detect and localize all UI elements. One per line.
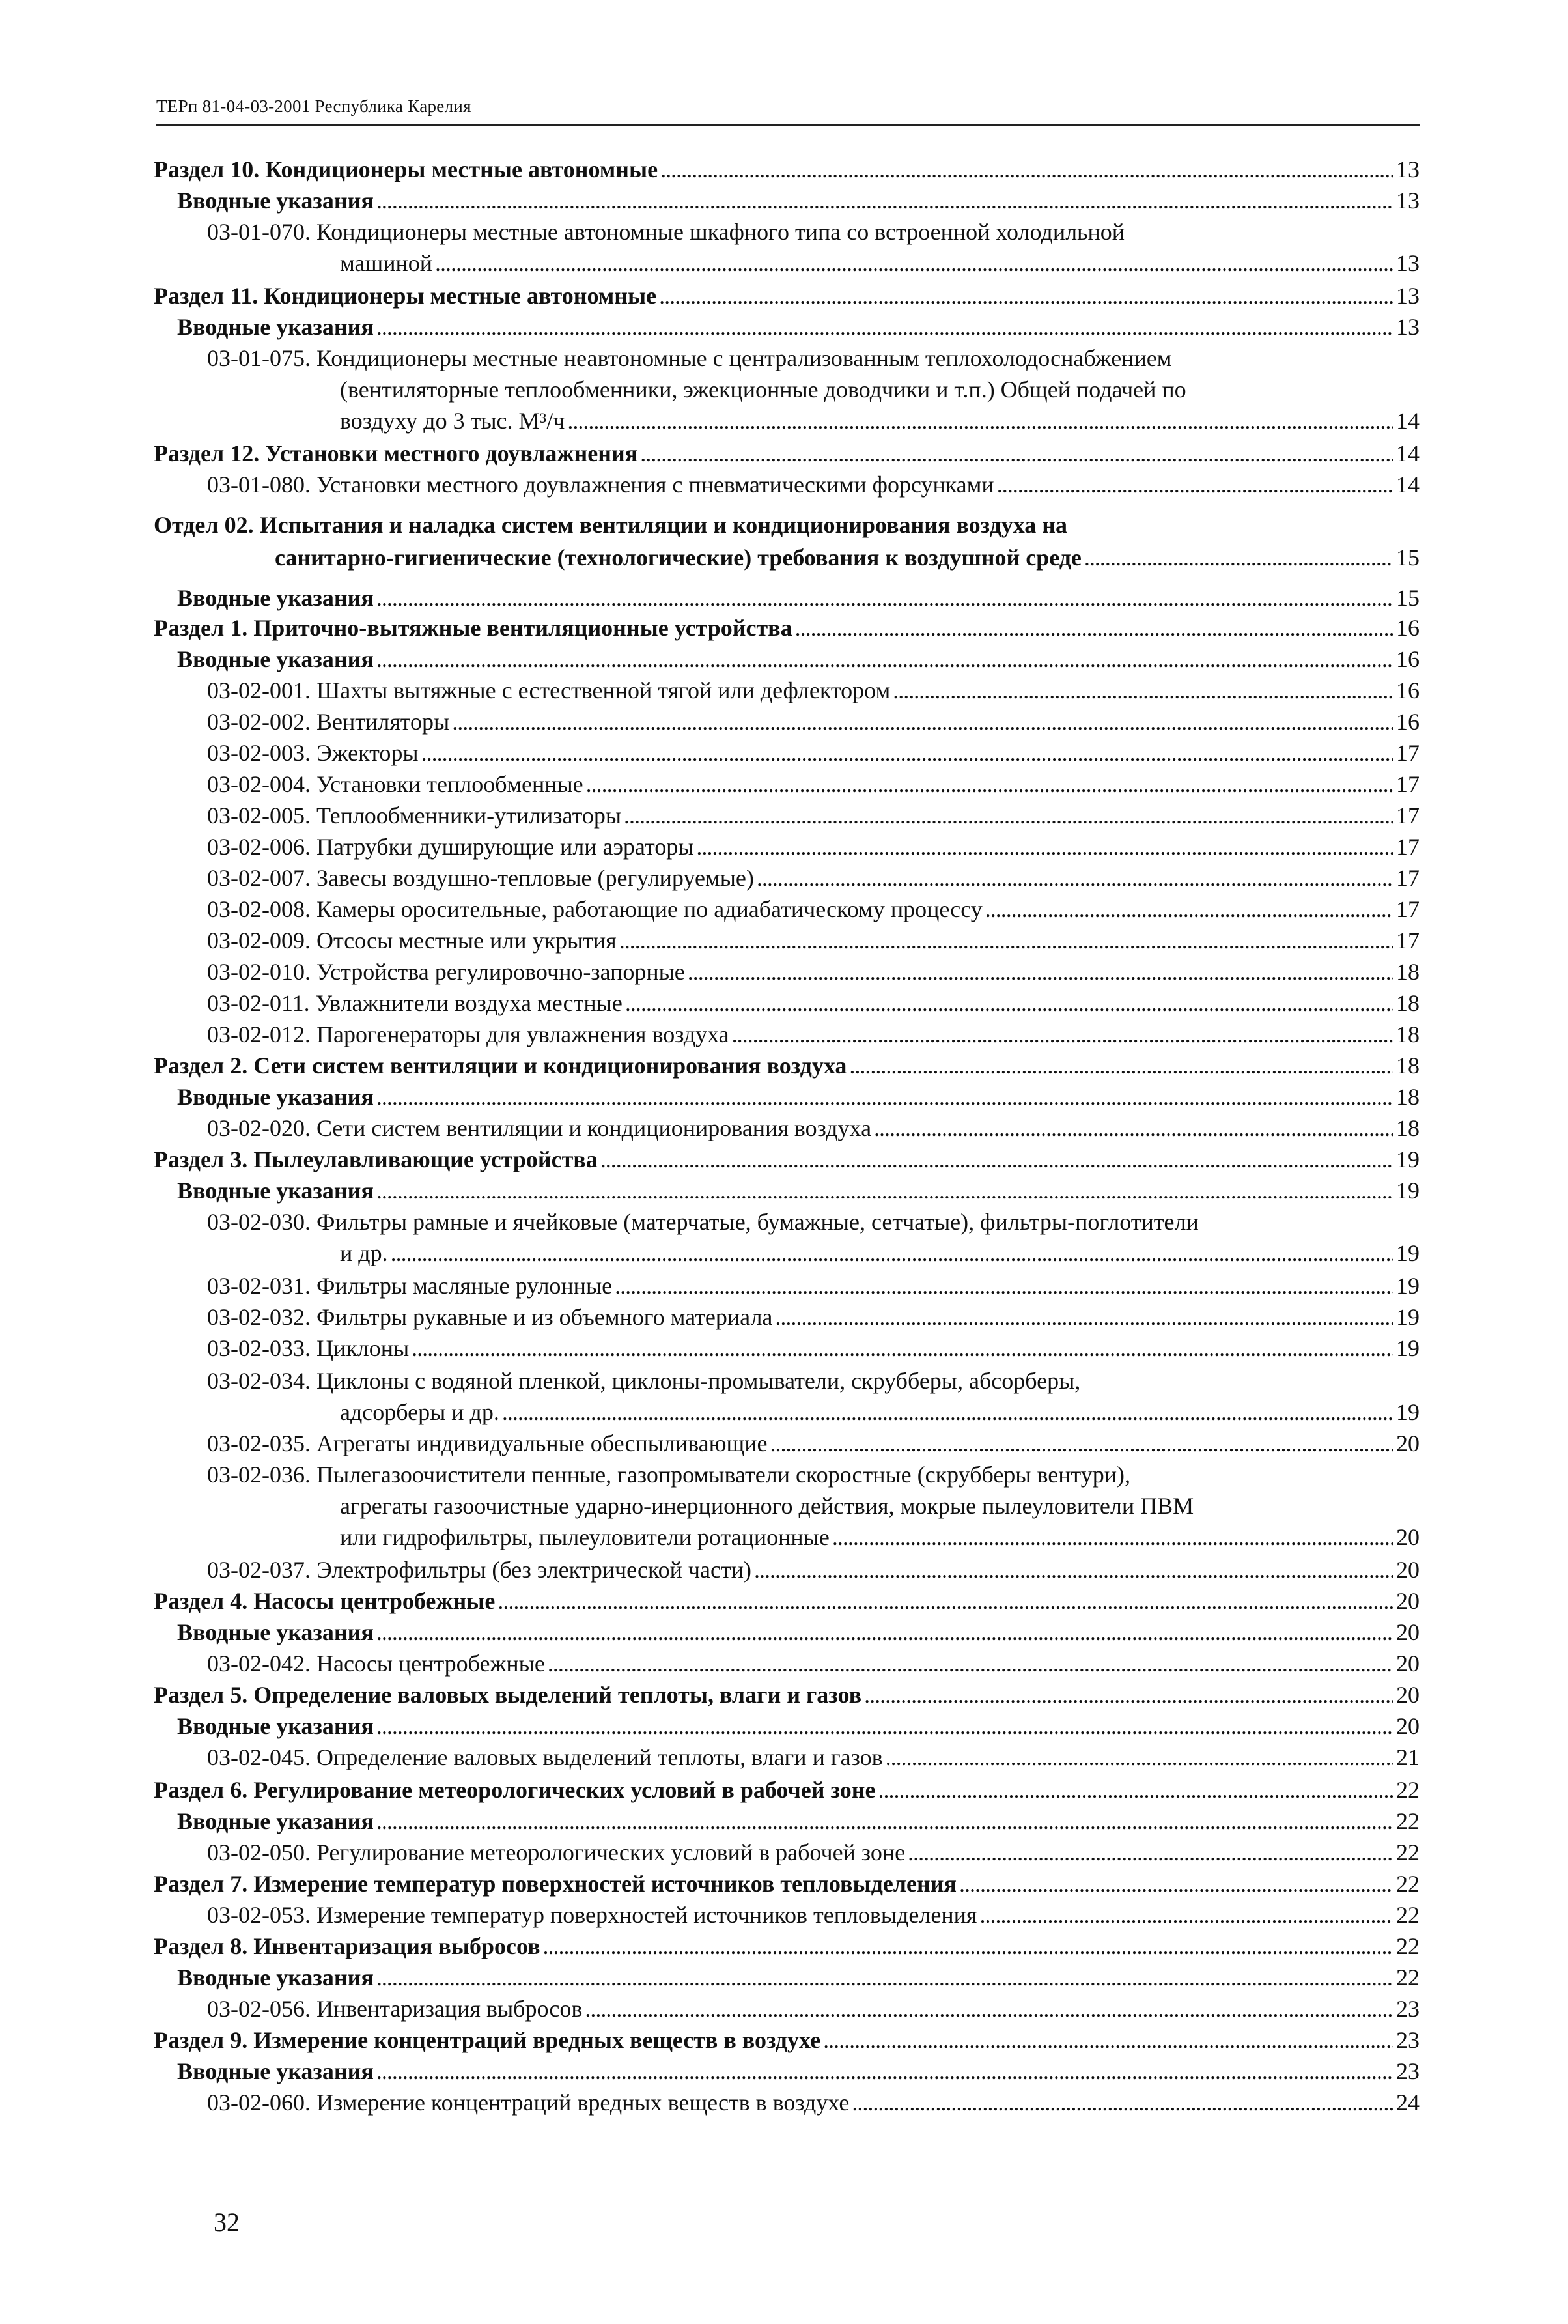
toc-entry [207, 343, 1420, 374]
toc-entry [154, 280, 1420, 311]
toc-entry-page: 13 [1396, 283, 1420, 309]
toc-entry-page: 18 [1396, 990, 1420, 1016]
toc-entry-title: 03-01-070. Кондиционеры местные автономные шкафного типа со встроенной холодильной [207, 219, 1125, 245]
dot-leader [376, 185, 1393, 216]
toc-entry-title: 03-02-034. Циклоны с водяной пленкой, циклоны-промыватели, скрубберы, абсорберы, [207, 1368, 1081, 1394]
toc-entry-page: 16 [1396, 646, 1420, 672]
toc-entry [154, 1679, 1420, 1710]
toc-entry-title: Вводные указания [177, 585, 374, 611]
toc-entry-page: 17 [1396, 928, 1420, 954]
toc-entry [207, 1112, 1420, 1144]
toc-entry-page: 20 [1396, 1588, 1420, 1614]
toc-entry-title: 03-02-012. Парогенераторы для увлажнения воздуха [207, 1021, 729, 1047]
toc-entry [207, 1270, 1420, 1301]
toc-entry [154, 1868, 1420, 1899]
toc-entry [207, 706, 1420, 737]
toc-entry [207, 769, 1420, 800]
toc-entry-title: 03-01-075. Кондиционеры местные неавтономные с централизованным теплохолодоснабжением [207, 345, 1172, 371]
toc-entry-title: Раздел 4. Насосы центробежные [154, 1588, 496, 1614]
dot-leader [688, 956, 1393, 987]
dot-leader [852, 2087, 1393, 2118]
toc-entry-page: 23 [1396, 1996, 1420, 2022]
toc-entry-page: 20 [1396, 1713, 1420, 1739]
dot-leader [600, 1144, 1393, 1175]
toc-entry [154, 1144, 1420, 1175]
toc-entry-title: 03-02-030. Фильтры рамные и ячейковые (матерчатые, бумажные, сетчатые), фильтры-поглотители [207, 1209, 1199, 1235]
toc-entry-title: (вентиляторные теплообменники, эжекционные доводчики и т.п.) Общей подачей по [340, 376, 1186, 403]
dot-leader [502, 1396, 1393, 1428]
toc-entry-title: 03-02-053. Измерение температур поверхностей источников тепловыделения [207, 1902, 977, 1928]
toc-entry [207, 1301, 1420, 1333]
toc-entry [340, 1396, 1420, 1428]
toc-entry-page: 22 [1396, 1808, 1420, 1834]
toc-entry-title: Вводные указания [177, 2058, 374, 2084]
toc-entry-title: адсорберы и др. [340, 1399, 499, 1425]
toc-entry [207, 894, 1420, 925]
toc-entry-page: 19 [1396, 1304, 1420, 1330]
toc-entry [154, 509, 1420, 541]
toc-entry-title: 03-02-020. Сети систем вентиляции и кондиционирования воздуха [207, 1115, 872, 1141]
toc-entry [154, 1774, 1420, 1806]
toc-entry-title: 03-02-050. Регулирование метеорологических условий в рабочей зоне [207, 1839, 906, 1865]
toc-entry-title: Раздел 6. Регулирование метеорологических условий в рабочей зоне [154, 1777, 876, 1803]
toc-entry-page: 20 [1396, 1619, 1420, 1645]
dot-leader [585, 1993, 1393, 2024]
dot-leader [770, 1428, 1393, 1459]
toc-entry-title: 03-02-056. Инвентаризация выбросов [207, 1996, 583, 2022]
toc-entry-page: 20 [1396, 1682, 1420, 1708]
toc-entry [207, 216, 1420, 248]
toc-entry [207, 831, 1420, 862]
toc-entry-page: 17 [1396, 834, 1420, 860]
dot-leader [624, 800, 1393, 831]
toc-entry-title: 03-02-036. Пылегазоочистители пенные, газопромыватели скоростные (скрубберы вентури), [207, 1462, 1131, 1488]
toc-entry [207, 1365, 1420, 1396]
toc-entry [207, 1837, 1420, 1868]
toc-entry-page: 17 [1396, 740, 1420, 766]
toc-entry-title: агрегаты газоочистные ударно-инерционного действия, мокрые пылеуловители ПВМ [340, 1493, 1194, 1519]
toc-entry [177, 1081, 1420, 1112]
toc-entry-page: 16 [1396, 615, 1420, 641]
dot-leader [754, 1554, 1393, 1585]
dot-leader [376, 644, 1393, 675]
toc-entry-title: Вводные указания [177, 1713, 374, 1739]
toc-entry-title: воздуху до 3 тыс. М³/ч [340, 408, 565, 434]
dot-leader [985, 894, 1393, 925]
toc-entry [340, 1238, 1420, 1269]
toc-entry [207, 1899, 1420, 1931]
toc-entry-page: 19 [1396, 1146, 1420, 1172]
toc-entry-title: 03-02-035. Агрегаты индивидуальные обеспыливающие [207, 1430, 768, 1456]
toc-entry-page: 18 [1396, 1021, 1420, 1047]
dot-leader [640, 438, 1393, 469]
dot-leader [548, 1648, 1393, 1679]
toc-entry-title: 03-02-011. Увлажнители воздуха местные [207, 990, 623, 1016]
toc-entry-title: 03-02-031. Фильтры масляные рулонные [207, 1273, 613, 1299]
toc-entry-title: Отдел 02. Испытания и наладка систем вентиляции и кондиционирования воздуха на [154, 512, 1067, 538]
toc-entry [340, 405, 1420, 436]
toc-entry-title: 03-02-006. Патрубки душирующие или аэраторы [207, 834, 694, 860]
dot-leader [832, 1522, 1393, 1553]
toc-entry-title: 03-02-004. Установки теплообменные [207, 771, 583, 797]
toc-entry-title: Раздел 11. Кондиционеры местные автономные [154, 283, 657, 309]
toc-entry [275, 542, 1420, 573]
toc-entry-page: 19 [1396, 1240, 1420, 1266]
dot-leader [979, 1899, 1393, 1931]
dot-leader [376, 1806, 1393, 1837]
toc-entry-page: 16 [1396, 709, 1420, 735]
dot-leader [376, 582, 1393, 614]
dot-leader [1084, 542, 1393, 573]
toc-entry-title: Раздел 1. Приточно-вытяжные вентиляционные устройства [154, 615, 792, 641]
toc-entry-title: Раздел 8. Инвентаризация выбросов [154, 1933, 540, 1959]
toc-entry-page: 13 [1396, 314, 1420, 340]
dot-leader [696, 831, 1393, 862]
toc-entry-page: 17 [1396, 802, 1420, 829]
toc-entry [340, 374, 1420, 405]
dot-leader [619, 925, 1393, 956]
toc-entry-title: 03-02-032. Фильтры рукавные и из объемного материала [207, 1304, 773, 1330]
toc-entry-title: Вводные указания [177, 1084, 374, 1110]
dot-leader [659, 280, 1393, 311]
toc-entry-page: 19 [1396, 1399, 1420, 1425]
toc-entry-page: 13 [1396, 188, 1420, 214]
dot-leader [376, 2056, 1393, 2087]
toc-entry [177, 1962, 1420, 1993]
toc-entry-page: 17 [1396, 771, 1420, 797]
toc-entry [340, 1522, 1420, 1553]
dot-leader [864, 1679, 1393, 1710]
toc-entry-page: 13 [1396, 156, 1420, 182]
toc-entry-page: 22 [1396, 1839, 1420, 1865]
toc-entry-title: 03-02-001. Шахты вытяжные с естественной тягой или дефлектором [207, 677, 891, 703]
toc-entry-page: 22 [1396, 1964, 1420, 1991]
dot-leader [625, 987, 1393, 1019]
toc-entry-page: 19 [1396, 1335, 1420, 1361]
toc-entry [177, 185, 1420, 216]
toc-entry-title: 03-02-009. Отсосы местные или укрытия [207, 928, 617, 954]
toc-entry-title: 03-02-037. Электрофильтры (без электрической части) [207, 1557, 751, 1583]
dot-leader [660, 154, 1393, 185]
toc-entry [207, 1554, 1420, 1585]
toc-entry-page: 18 [1396, 1084, 1420, 1110]
toc-entry-title: или гидрофильтры, пылеуловители ротационные [340, 1524, 830, 1550]
toc-entry-title: 03-02-042. Насосы центробежные [207, 1651, 545, 1677]
header-divider [156, 124, 1420, 126]
toc-entry-title: и др. [340, 1240, 388, 1266]
toc-entry-title: Раздел 7. Измерение температур поверхностей источников тепловыделения [154, 1871, 957, 1897]
toc-entry-page: 23 [1396, 2058, 1420, 2084]
toc-entry [207, 1206, 1420, 1238]
running-header: ТЕРп 81-04-03-2001 Республика Карелия [156, 96, 471, 116]
toc-entry-page: 17 [1396, 865, 1420, 891]
toc-entry-title: Раздел 12. Установки местного доувлажнения [154, 440, 638, 466]
toc-entry-title: 03-02-060. Измерение концентраций вредных веществ в воздухе [207, 2090, 850, 2116]
toc-entry [154, 1585, 1420, 1617]
toc-entry-page: 22 [1396, 1777, 1420, 1803]
toc-entry [207, 469, 1420, 500]
toc-entry-title: машиной [340, 250, 433, 276]
toc-entry [177, 1175, 1420, 1206]
toc-entry-page: 20 [1396, 1524, 1420, 1550]
dot-leader [376, 1175, 1393, 1206]
toc-entry-title: санитарно-гигиенические (технологические) требования к воздушной среде [275, 545, 1082, 571]
toc-entry-page: 14 [1396, 472, 1420, 498]
toc-entry [177, 2056, 1420, 2087]
toc-entry [207, 1648, 1420, 1679]
toc-entry [207, 1428, 1420, 1459]
dot-leader [543, 1931, 1393, 1962]
dot-leader [893, 675, 1393, 706]
dot-leader [908, 1837, 1393, 1868]
toc-entry [207, 737, 1420, 769]
toc-entry-page: 18 [1396, 959, 1420, 985]
toc-entry [207, 1993, 1420, 2024]
dot-leader [376, 311, 1393, 343]
dot-leader [391, 1238, 1393, 1269]
toc-entry-page: 22 [1396, 1871, 1420, 1897]
toc-entry [177, 644, 1420, 675]
toc-entry-page: 20 [1396, 1430, 1420, 1456]
toc-entry-page: 14 [1396, 408, 1420, 434]
toc-entry-title: Вводные указания [177, 314, 374, 340]
toc-entry-title: Вводные указания [177, 646, 374, 672]
toc-entry-page: 15 [1396, 585, 1420, 611]
dot-leader [586, 769, 1393, 800]
toc-entry [207, 862, 1420, 894]
toc-entry-title: Вводные указания [177, 188, 374, 214]
dot-leader [497, 1585, 1393, 1617]
toc-entry [154, 1931, 1420, 1962]
toc-entry-page: 22 [1396, 1902, 1420, 1928]
toc-entry-title: 03-02-003. Эжекторы [207, 740, 419, 766]
toc-entry [207, 925, 1420, 956]
dot-leader [376, 1081, 1393, 1112]
toc-entry [177, 582, 1420, 614]
toc-entry [207, 1459, 1420, 1490]
toc-entry [207, 987, 1420, 1019]
toc-entry-title: Раздел 5. Определение валовых выделений теплоты, влаги и газов [154, 1682, 862, 1708]
toc-entry [340, 248, 1420, 279]
toc-entry-title: 03-02-005. Теплообменники-утилизаторы [207, 802, 622, 829]
toc-entry-title: 03-02-045. Определение валовых выделений теплоты, влаги и газов [207, 1744, 883, 1770]
toc-entry-title: Раздел 3. Пылеулавливающие устройства [154, 1146, 598, 1172]
dot-leader [849, 1050, 1393, 1081]
dot-leader [615, 1270, 1393, 1301]
toc-entry [154, 154, 1420, 185]
toc-entry [207, 1333, 1420, 1364]
toc-entry [207, 956, 1420, 987]
toc-entry [207, 675, 1420, 706]
page-number: 32 [214, 2207, 240, 2237]
dot-leader [732, 1019, 1393, 1050]
dot-leader [452, 706, 1393, 737]
toc-entry-title: Раздел 10. Кондиционеры местные автономные [154, 156, 658, 182]
toc-entry-page: 16 [1396, 677, 1420, 703]
toc-entry-page: 18 [1396, 1053, 1420, 1079]
toc-entry [207, 1742, 1420, 1773]
dot-leader [412, 1333, 1393, 1364]
toc-entry [154, 438, 1420, 469]
toc-entry-title: 03-02-010. Устройства регулировочно-запорные [207, 959, 685, 985]
toc-entry-title: 03-02-002. Вентиляторы [207, 709, 450, 735]
dot-leader [376, 1962, 1393, 1993]
toc-entry-page: 15 [1396, 545, 1420, 571]
dot-leader [421, 737, 1393, 769]
dot-leader [376, 1710, 1393, 1742]
toc-entry-page: 17 [1396, 896, 1420, 922]
toc-entry-title: Вводные указания [177, 1178, 374, 1204]
toc-entry-page: 13 [1396, 250, 1420, 276]
dot-leader [878, 1774, 1393, 1806]
toc-entry-page: 14 [1396, 440, 1420, 466]
dot-leader [795, 612, 1393, 644]
toc-entry-page: 18 [1396, 1115, 1420, 1141]
dot-leader [959, 1868, 1393, 1899]
toc-entry [340, 1490, 1420, 1522]
toc-entry [177, 1806, 1420, 1837]
toc-entry [154, 2024, 1420, 2056]
toc-entry-title: Вводные указания [177, 1619, 374, 1645]
toc-entry-page: 24 [1396, 2090, 1420, 2116]
toc-entry-title: Вводные указания [177, 1964, 374, 1991]
toc-entry-title: Вводные указания [177, 1808, 374, 1834]
toc-entry [154, 612, 1420, 644]
dot-leader [775, 1301, 1393, 1333]
toc-entry-page: 19 [1396, 1273, 1420, 1299]
toc-entry-title: Раздел 2. Сети систем вентиляции и кондиционирования воздуха [154, 1053, 847, 1079]
toc-entry [207, 2087, 1420, 2118]
toc-entry [177, 311, 1420, 343]
dot-leader [567, 405, 1393, 436]
toc-entry [154, 1050, 1420, 1081]
toc-entry-title: 03-02-008. Камеры оросительные, работающие по адиабатическому процессу [207, 896, 983, 922]
toc-entry-page: 22 [1396, 1933, 1420, 1959]
dot-leader [874, 1112, 1393, 1144]
toc-entry-page: 20 [1396, 1651, 1420, 1677]
dot-leader [435, 248, 1393, 279]
toc-entry-title: Раздел 9. Измерение концентраций вредных веществ в воздухе [154, 2027, 821, 2053]
toc-entry-title: 03-02-007. Завесы воздушно-тепловые (регулируемые) [207, 865, 754, 891]
toc-entry-title: 03-02-033. Циклоны [207, 1335, 410, 1361]
dot-leader [886, 1742, 1393, 1773]
dot-leader [376, 1617, 1393, 1648]
toc-entry-page: 23 [1396, 2027, 1420, 2053]
toc-entry [207, 800, 1420, 831]
toc-entry [177, 1710, 1420, 1742]
toc-entry-page: 19 [1396, 1178, 1420, 1204]
toc-entry [177, 1617, 1420, 1648]
dot-leader [823, 2024, 1393, 2056]
toc-entry-page: 20 [1396, 1557, 1420, 1583]
toc-entry [207, 1019, 1420, 1050]
toc-entry-page: 21 [1396, 1744, 1420, 1770]
dot-leader [757, 862, 1393, 894]
dot-leader [997, 469, 1393, 500]
toc-entry-title: 03-01-080. Установки местного доувлажнения с пневматическими форсунками [207, 472, 994, 498]
